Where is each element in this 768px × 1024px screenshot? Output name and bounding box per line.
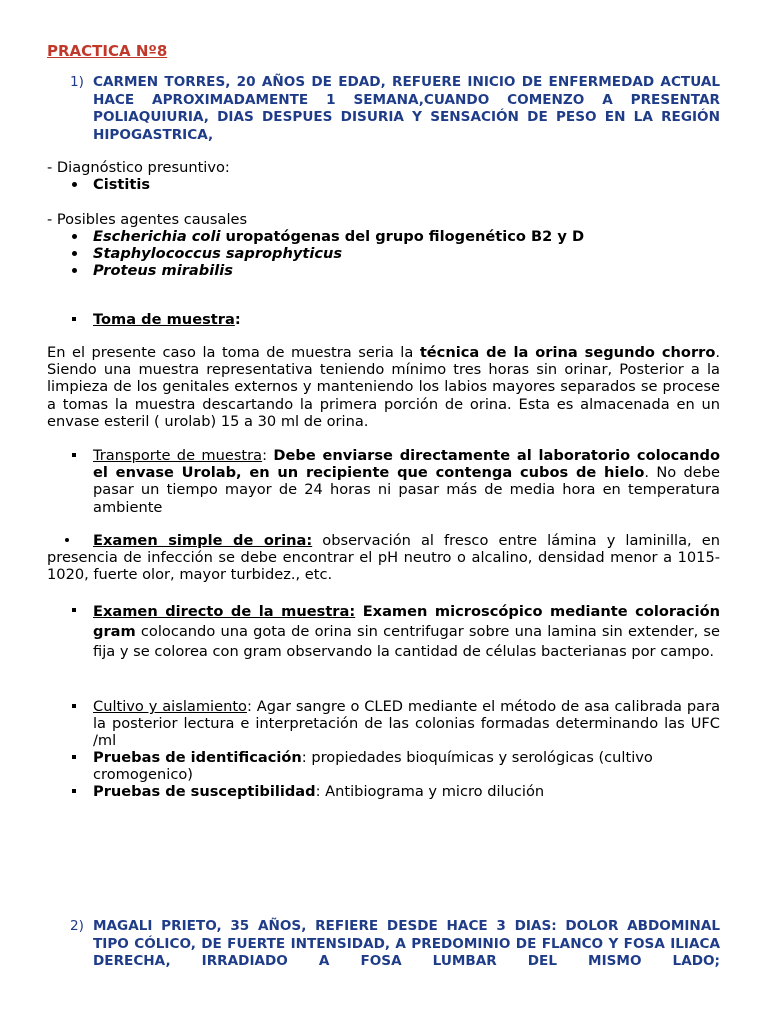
case-2	[70, 918, 720, 971]
text-span: :	[262, 447, 274, 464]
culture-item	[70, 698, 720, 750]
transport-item	[70, 447, 720, 516]
sample-collection-item	[70, 311, 720, 328]
bold-span: Examen microscópico mediante coloración gram	[93, 603, 720, 640]
list-item	[70, 228, 584, 245]
square-bullet	[72, 755, 76, 759]
list-item: Proteus mirabilis	[70, 262, 584, 279]
text-span: colocando una gota de orina sin centrifugar sobre una lamina sin extender, se fija y se colorea con gram observando la cantidad de células bacterianas por campo.	[93, 623, 720, 660]
case-2-text: MAGALI PRIETO, 35 AÑOS, REFIERE DESDE HACE 3 DIAS: DOLOR ABDOMINAL TIPO CÓLICO, DE FUERTE INTENSIDAD, A PREDOMINIO DE FLANCO Y FOSA ILIACA DERECHA, IRRADIADO A FOSA LUMBAR DEL MISMO LADO;	[93, 918, 720, 969]
case-1-number: 1)	[70, 74, 84, 90]
text-span: . Siendo una muestra representativa teniendo mínimo tres horas sin orinar, Posterior a la limpieza de los genitales externos y manteniendo los labios mayores separados se procese a tomas la muestra descartando la primera porción de orina. Esta es almacenada en un envase esteril ( urolab) 15 a 30 ml de orina.	[47, 344, 721, 430]
text-span: : propiedades bioquímicas y serológicas (cultivo cromogenico)	[93, 749, 653, 784]
agents-list	[70, 228, 584, 279]
section-label: Toma de muestra	[93, 311, 235, 328]
case-1-text: CARMEN TORRES, 20 AÑOS DE EDAD, REFUERE INICIO DE ENFERMEDAD ACTUAL HACE APROXIMADAMENTE 1 SEMANA,CUANDO COMENZO A PRESENTAR POLIAQUIURIA, DIAS DESPUES DISURIA Y SENSACIÓN DE PESO EN LA REGIÓN HIPOGASTRICA,	[93, 74, 720, 143]
section-label: Transporte de muestra	[93, 447, 263, 464]
square-bullet	[72, 453, 76, 457]
case-1	[70, 74, 720, 144]
text-span: observación al fresco entre lámina y laminilla, en presencia de infección se debe encontrar el pH neutro o alcalino, densidad menor a 1015-1020, fuerte olor, mayor turbidez., etc.	[47, 532, 720, 584]
list-item: Staphylococcus saprophyticus	[70, 245, 584, 262]
text-span: : Agar sangre o CLED mediante el método de asa calibrada para la posterior lectura e interpretación de las colonias formadas determinando las UFC /ml	[93, 698, 721, 750]
organism-detail: uropatógenas del grupo filogenético B2 y D	[220, 228, 585, 245]
simple-exam-paragraph	[47, 532, 720, 584]
label-colon: :	[234, 311, 241, 328]
section-label: Examen simple de orina:	[93, 532, 313, 549]
agents-heading: - Posibles agentes causales	[47, 211, 248, 228]
section-label: Examen directo de la muestra:	[93, 603, 356, 620]
square-bullet	[72, 789, 76, 793]
text-span: . No debe pasar un tiempo mayor de 24 horas ni pasar más de media hora en temperatura ambiente	[93, 464, 720, 516]
susceptibility-item	[70, 783, 720, 800]
text-span: En el presente caso la toma de muestra seria la	[47, 344, 420, 361]
section-label: Pruebas de susceptibilidad	[93, 783, 316, 800]
section-label: Pruebas de identificación	[93, 749, 302, 766]
text-span: : Antibiograma y micro dilución	[315, 783, 545, 800]
identification-item	[70, 749, 720, 783]
bold-span: Debe enviarse directamente al laboratorio colocando el envase Urolab, en un recipiente que contenga cubos de hielo	[93, 447, 720, 482]
practice-title: PRACTICA Nº8	[47, 42, 168, 60]
section-label: Cultivo y aislamiento	[93, 698, 247, 715]
square-bullet	[72, 608, 76, 612]
square-bullet	[72, 317, 76, 321]
diagnosis-heading: - Diagnóstico presuntivo:	[47, 159, 230, 176]
bold-span: técnica de la orina segundo chorro	[419, 344, 716, 361]
list-item: Cistitis	[70, 176, 150, 193]
direct-exam-item	[70, 602, 720, 662]
organism-name: Escherichia coli	[93, 228, 221, 245]
diagnosis-list	[70, 176, 150, 193]
sample-collection-paragraph	[47, 344, 720, 430]
square-bullet	[72, 704, 76, 708]
case-2-number: 2)	[70, 918, 84, 934]
